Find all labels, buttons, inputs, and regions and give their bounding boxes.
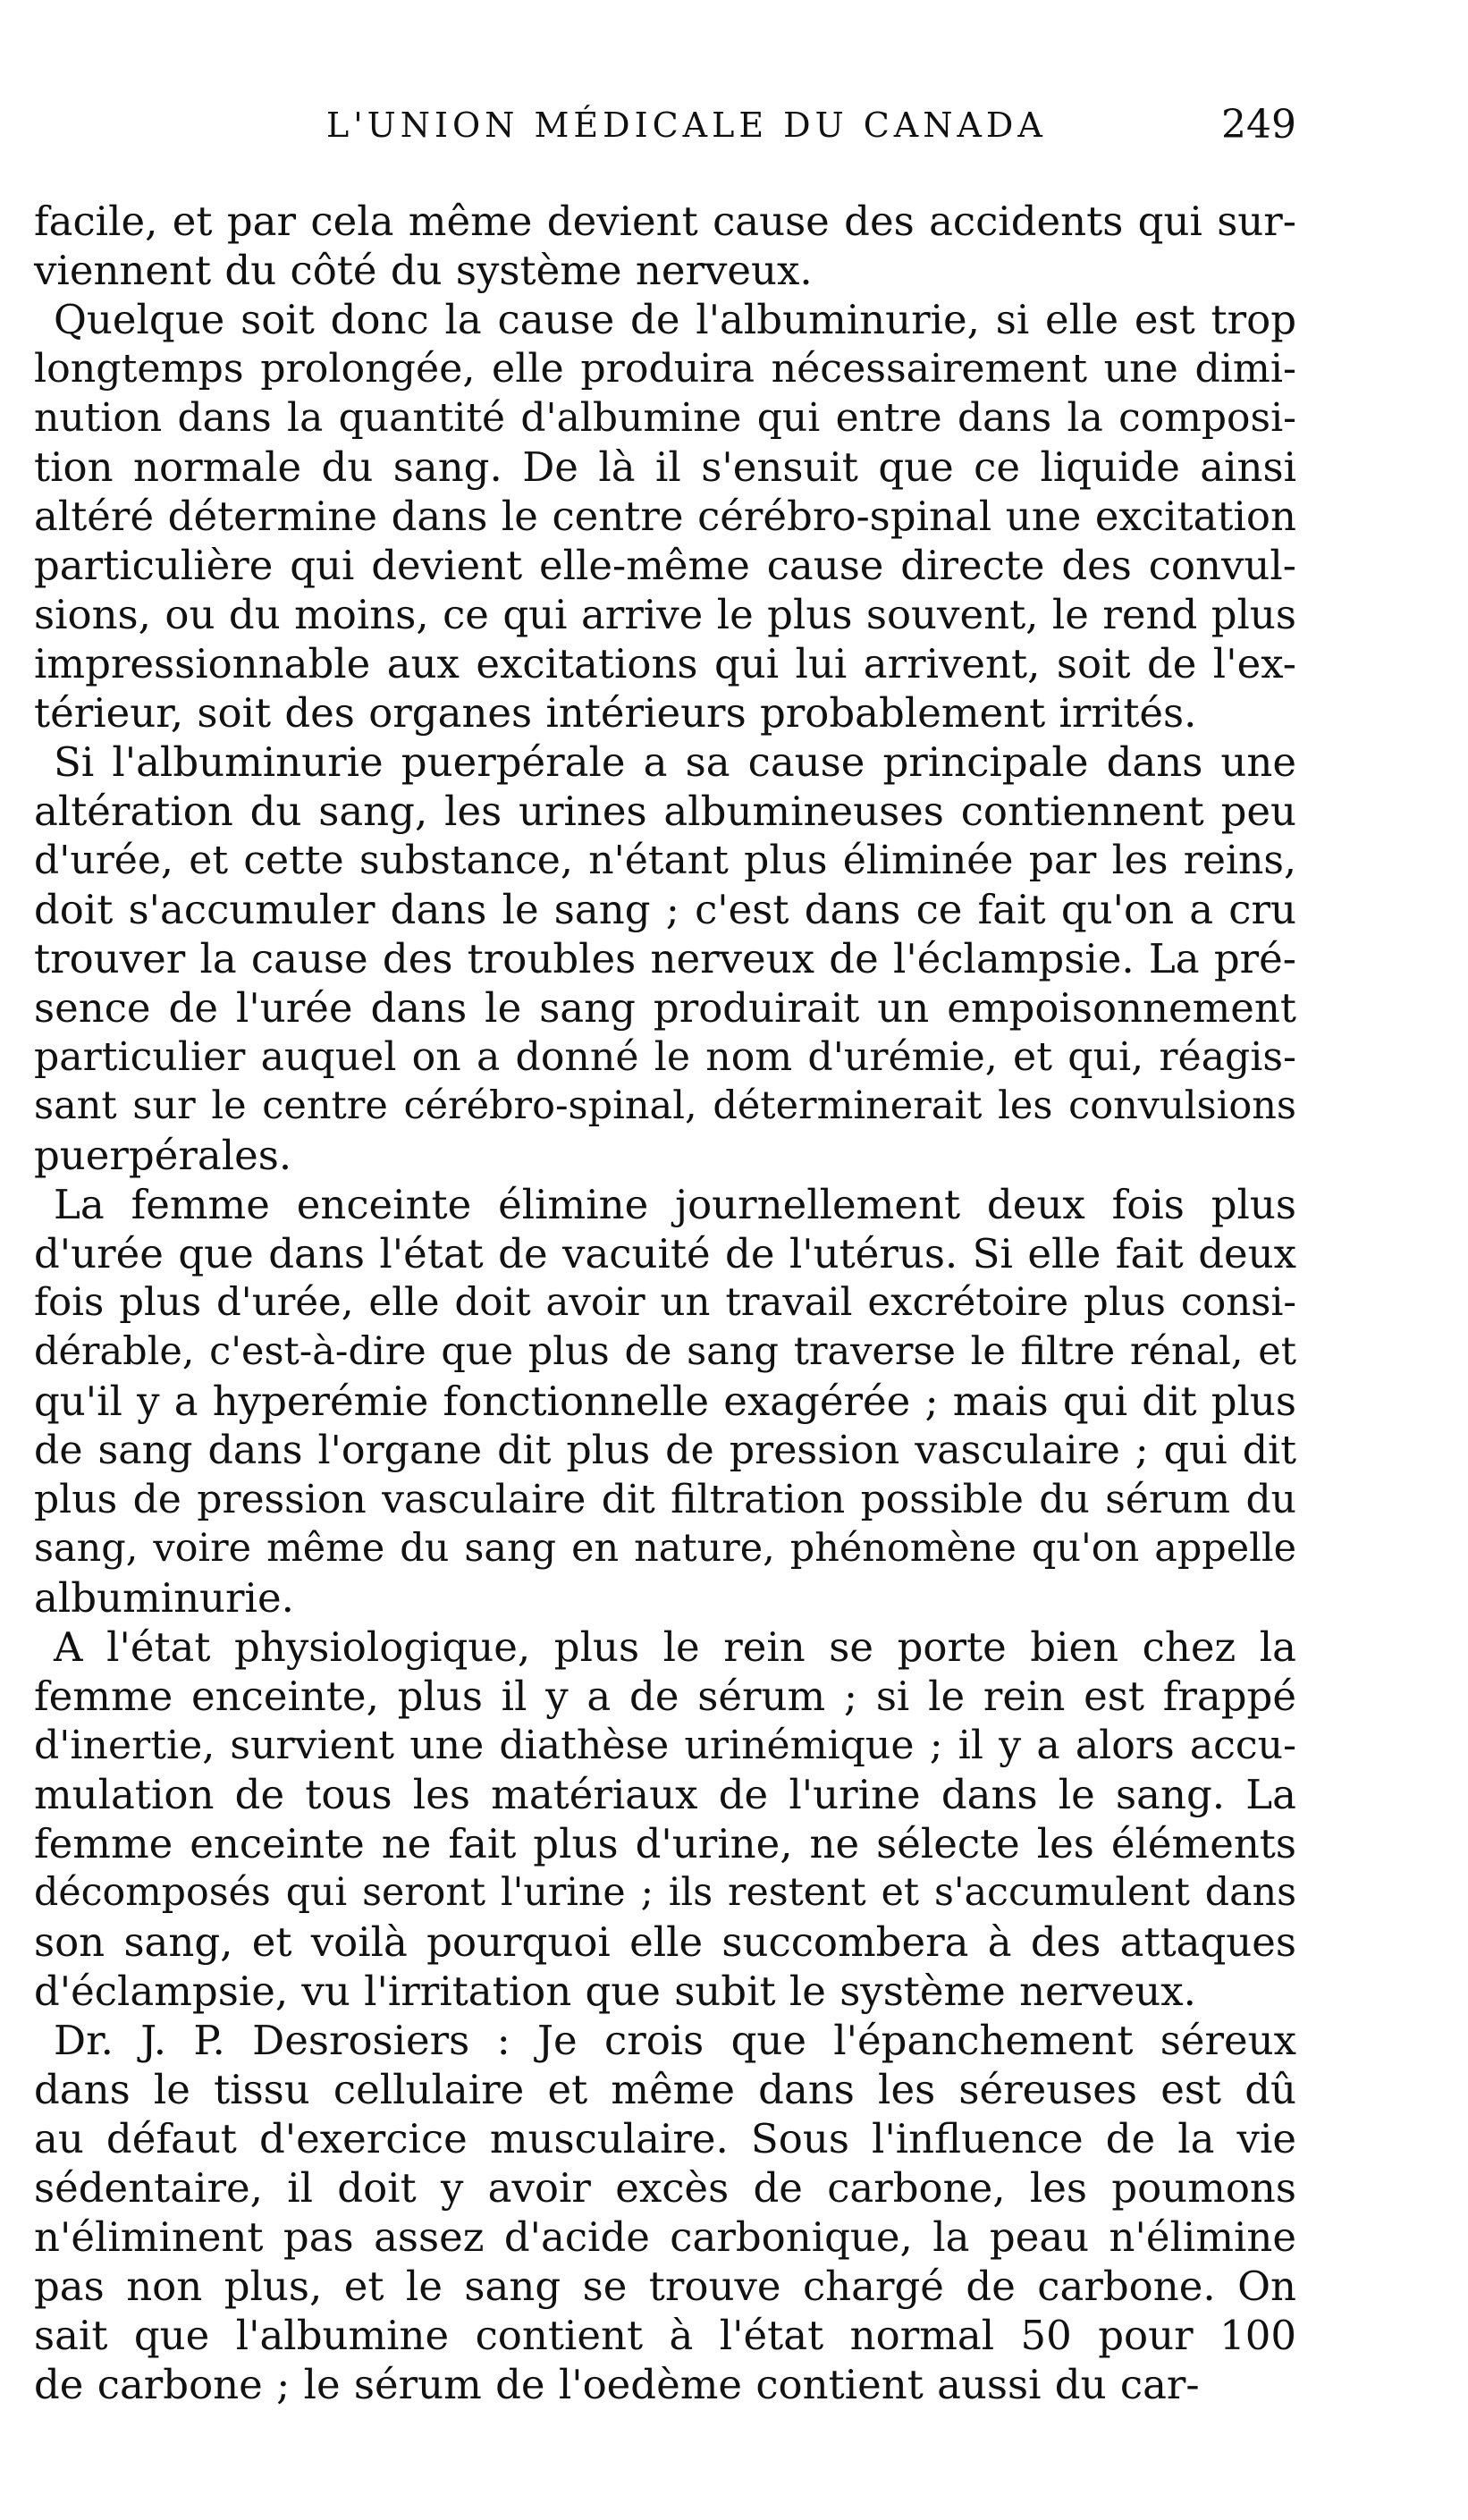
text-line: La femme enceinte élimine journellement deux fois plus	[54, 1181, 1296, 1228]
text-line: Si l'albuminurie puerpérale a sa cause principale dans une	[54, 738, 1296, 786]
text-line: mulation de tous les matériaux de l'urine dans le sang. La	[34, 1771, 1296, 1818]
text-line: altéré détermine dans le centre cérébro-spinal une excitation	[34, 493, 1296, 540]
text-line: Quelque soit donc la cause de l'albuminurie, si elle est trop	[54, 296, 1296, 343]
paragraph	[34, 295, 1296, 737]
text-line: femme enceinte, plus il y a de sérum ; si le rein est frappé	[34, 1673, 1296, 1720]
text-line: albuminurie.	[34, 1574, 294, 1622]
paragraph	[34, 1180, 1296, 1622]
text-line: A l'état physiologique, plus le rein se porte bien chez la	[54, 1623, 1296, 1671]
text-line: sédentaire, il doit y avoir excès de carbone, les poumons	[34, 2164, 1296, 2212]
text-line: térieur, soit des organes intérieurs probablement irrités.	[34, 689, 1197, 737]
text-line: facile, et par cela même devient cause des accidents qui sur-	[34, 198, 1296, 245]
paragraph	[34, 2016, 1296, 2409]
text-line: sions, ou du moins, ce qui arrive le plus souvent, le rend plus	[34, 591, 1296, 638]
text-line: dans le tissu cellulaire et même dans les séreuses est dû	[34, 2066, 1296, 2113]
text-line: pas non plus, et le sang se trouve chargé de carbone. On	[34, 2263, 1296, 2310]
page-number: 249	[1221, 102, 1296, 147]
text-line: qu'il y a hyperémie fonctionnelle exagérée ; mais qui dit plus	[34, 1378, 1296, 1425]
text-line: particulière qui devient elle-même cause directe des convul-	[34, 542, 1296, 589]
text-line: plus de pression vasculaire dit filtration possible du sérum du	[34, 1477, 1296, 1522]
text-line: particulier auquel on a donné le nom d'urémie, et qui, réagis-	[34, 1034, 1296, 1080]
text-line: n'éliminent pas assez d'acide carbonique, la peau n'élimine	[34, 2213, 1296, 2261]
text-line: puerpérales.	[34, 1132, 292, 1179]
text-line: femme enceinte ne fait plus d'urine, ne sélecte les éléments	[34, 1820, 1296, 1867]
text-line: altération du sang, les urines albumineuses contiennent peu	[34, 788, 1296, 835]
text-line: longtemps prolongée, elle produira nécessairement une dimi-	[34, 346, 1296, 392]
text-line: fois plus d'urée, elle doit avoir un travail excrétoire plus consi-	[34, 1280, 1296, 1325]
paragraph	[34, 737, 1296, 1180]
text-line: trouver la cause des troubles nerveux de l'éclampsie. La pré-	[34, 935, 1296, 982]
body-text	[34, 197, 1296, 2409]
text-line: son sang, et voilà pourquoi elle succombera à des attaques	[34, 1918, 1296, 1966]
text-line: impressionnable aux excitations qui lui arrivent, soit de l'ex-	[34, 640, 1296, 687]
text-line: nution dans la quantité d'albumine qui entre dans la composi-	[34, 395, 1296, 441]
running-head	[326, 102, 1296, 159]
text-line: d'éclampsie, vu l'irritation que subit le système nerveux.	[34, 1968, 1196, 2015]
text-line: décomposés qui seront l'urine ; ils restent et s'accumulent dans	[34, 1870, 1296, 1915]
text-line: sence de l'urée dans le sang produirait un empoisonnement	[34, 984, 1296, 1032]
text-line: de carbone ; le sérum de l'oedème contient aussi du car-	[34, 2361, 1200, 2408]
text-line: d'inertie, survient une diathèse urinémique ; il y a alors accu-	[34, 1723, 1296, 1768]
text-line: viennent du côté du système nerveux.	[34, 247, 813, 294]
paragraph	[34, 1622, 1296, 2016]
text-line: d'urée que dans l'état de vacuité de l'utérus. Si elle fait deux	[34, 1230, 1296, 1277]
text-line: au défaut d'exercice musculaire. Sous l'influence de la vie	[34, 2115, 1296, 2162]
running-title: L'UNION MÉDICALE DU CANADA	[326, 105, 1047, 145]
paragraph	[34, 197, 1296, 295]
text-line: sang, voire même du sang en nature, phénomène qu'on appelle	[34, 1526, 1296, 1571]
text-line: tion normale du sang. De là il s'ensuit que ce liquide ainsi	[34, 443, 1296, 491]
text-line: Dr. J. P. Desrosiers : Je crois que l'épanchement séreux	[54, 2017, 1296, 2064]
text-line: d'urée, et cette substance, n'étant plus éliminée par les reins,	[34, 838, 1296, 883]
text-line: sant sur le centre cérébro-spinal, déterminerait les convulsions	[34, 1083, 1296, 1128]
text-line: de sang dans l'organe dit plus de pression vasculaire ; qui dit	[34, 1428, 1296, 1473]
text-line: dérable, c'est-à-dire que plus de sang traverse le filtre rénal, et	[34, 1329, 1296, 1374]
text-line: sait que l'albumine contient à l'état normal 50 pour 100	[34, 2312, 1296, 2359]
text-line: doit s'accumuler dans le sang ; c'est dans ce fait qu'on a cru	[34, 886, 1296, 933]
